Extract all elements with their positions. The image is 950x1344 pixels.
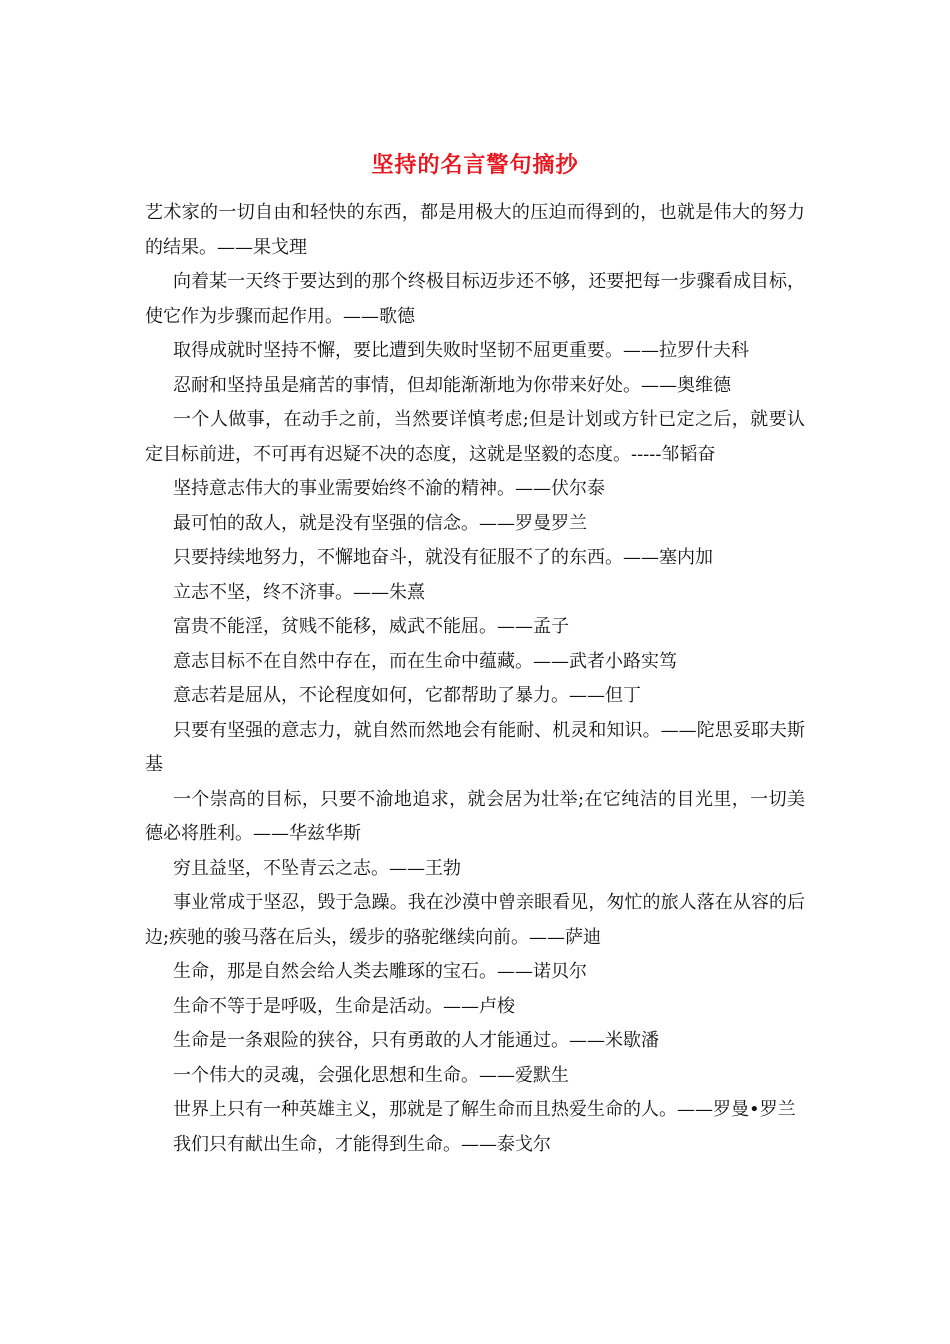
paragraph: 取得成就时坚持不懈，要比遭到失败时坚韧不屈更重要。——拉罗什夫科 [173, 340, 749, 361]
paragraph: 生命，那是自然会给人类去雕琢的宝石。——诺贝尔 [173, 961, 587, 982]
paragraph: 意志若是屈从，不论程度如何，它都帮助了暴力。——但丁 [173, 685, 641, 706]
paragraph: 世界上只有一种英雄主义，那就是了解生命而且热爱生命的人。——罗曼•罗兰 [173, 1099, 796, 1120]
paragraph: 向着某一天终于要达到的那个终极目标迈步还不够，还要把每一步骤看成目标，使它作为步骤而起作用。——歌德 [145, 271, 805, 327]
paragraph: 一个伟大的灵魂，会强化思想和生命。——爱默生 [173, 1064, 569, 1086]
paragraph: 立志不坚，终不济事。——朱熹 [173, 581, 425, 603]
paragraph: 穷且益坚，不坠青云之志。——王勃 [173, 857, 461, 879]
paragraph: 一个崇高的目标，只要不渝地追求，就会居为壮举;在它纯洁的目光里，一切美德必将胜利。——华兹华斯 [145, 788, 805, 844]
paragraph: 富贵不能淫，贫贱不能移，威武不能屈。——孟子 [173, 616, 569, 637]
paragraph: 事业常成于坚忍，毁于急躁。我在沙漠中曾亲眼看见，匆忙的旅人落在从容的后边;疾驰的骏马落在后头，缓步的骆驼继续向前。——萨迪 [145, 892, 805, 948]
paragraph: 我们只有献出生命，才能得到生命。——泰戈尔 [173, 1133, 551, 1155]
paragraph: 生命不等于是呼吸，生命是活动。——卢梭 [173, 995, 515, 1017]
paragraph: 坚持意志伟大的事业需要始终不渝的精神。——伏尔泰 [173, 478, 605, 499]
paragraph: 一个人做事，在动手之前，当然要详慎考虑;但是计划或方针已定之后，就要认定目标前进，不可再有迟疑不决的态度，这就是坚毅的态度。-----邹韬奋 [145, 409, 805, 465]
paragraph: 只要有坚强的意志力，就自然而然地会有能耐、机灵和知识。——陀思妥耶夫斯基 [145, 719, 805, 775]
paragraph: 生命是一条艰险的狭谷，只有勇敢的人才能通过。——米歇潘 [173, 1030, 659, 1051]
paragraph: 只要持续地努力，不懈地奋斗，就没有征服不了的东西。——塞内加 [173, 547, 713, 568]
paragraph: 最可怕的敌人，就是没有坚强的信念。——罗曼罗兰 [173, 512, 587, 534]
document-body [145, 196, 805, 1162]
paragraph: 艺术家的一切自由和轻快的东西，都是用极大的压迫而得到的，也就是伟大的努力的结果。——果戈理 [145, 202, 805, 258]
page-title: 坚持的名言警句摘抄 [371, 152, 579, 178]
paragraph: 意志目标不在自然中存在，而在生命中蕴藏。——武者小路实笃 [173, 650, 677, 672]
paragraph: 忍耐和坚持虽是痛苦的事情，但却能渐渐地为你带来好处。——奥维德 [173, 374, 731, 396]
